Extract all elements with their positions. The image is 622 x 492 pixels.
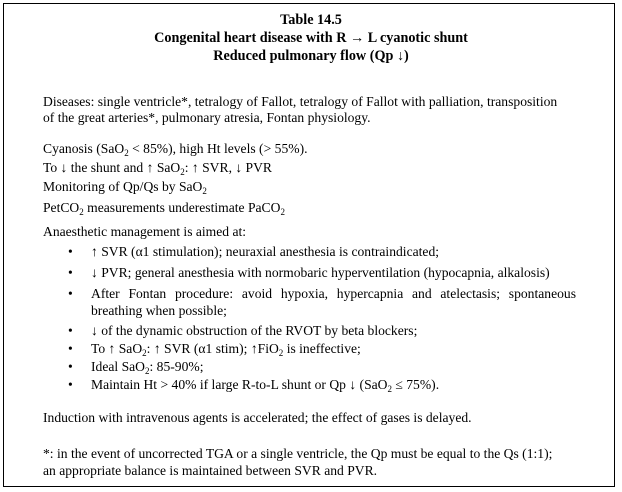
bullet-item-2: ↓ PVR; general anesthesia with normobaric hyperventilation (hypocapnia, alkalosis) (91, 265, 550, 280)
bullet-icon: • (68, 323, 73, 338)
bullet-item-1: ↑ SVR (α1 stimulation); neuraxial anesthesia is contraindicated; (91, 244, 440, 259)
diseases-line-1: Diseases: single ventricle*, tetralogy of Fallot, tetralogy of Fallot with palliation, transposition (43, 94, 558, 109)
bullet-item-3-line-1: After Fontan procedure: avoid hypoxia, hypercapnia and atelectasis; spontaneous (91, 286, 576, 301)
bullet-item-3-line-2: breathing when possible; (91, 303, 227, 318)
bullet-item-6: Ideal SaO$_2$: 85-90%; (91, 359, 204, 376)
diseases-line-2: of the great arteries*, pulmonary atresia, Fontan physiology. (43, 110, 371, 125)
petco2-line: PetCO$_2$ measurements underestimate PaCO$_2$ (43, 200, 285, 217)
footnote-line-2: an appropriate balance is maintained between SVR and PVR. (43, 463, 378, 478)
bullet-icon: • (68, 244, 73, 259)
table-subtitle: Congenital heart disease with R → L cyanotic shunt (154, 30, 468, 46)
bullet-item-5: To ↑ SaO$_2$: ↑ SVR (α1 stim); ↑FiO$_2$ is ineffective; (91, 341, 361, 358)
shunt-goal-line: To ↓ the shunt and ↑ SaO$_2$: ↑ SVR, ↓ PVR (43, 160, 273, 177)
down-arrow-icon: ↓ (396, 48, 405, 64)
bullet-icon: • (68, 377, 73, 392)
management-intro: Anaesthetic management is aimed at: (43, 224, 247, 239)
monitoring-line: Monitoring of Qp/Qs by SaO$_2$ (43, 179, 207, 196)
table-subtitle-2: Reduced pulmonary flow (Qp ↓) (213, 48, 409, 64)
table-title: Table 14.5 (280, 12, 342, 28)
bullet-item-4: ↓ of the dynamic obstruction of the RVOT by beta blockers; (91, 323, 418, 338)
bullet-icon: • (68, 265, 73, 280)
cyanosis-line: Cyanosis (SaO$_2$ < 85%), high Ht levels (> 55%). (43, 141, 308, 158)
footnote-line-1: *: in the event of uncorrected TGA or a single ventricle, the Qp must be equal to the Qs (1:1); (43, 446, 553, 461)
bullet-item-7: Maintain Ht > 40% if large R-to-L shunt or Qp ↓ (SaO$_2$ ≤ 75%). (91, 377, 440, 394)
bullet-icon: • (68, 286, 73, 301)
bullet-icon: • (68, 359, 73, 374)
bullet-icon: • (68, 341, 73, 356)
right-arrow-icon: → (350, 30, 365, 46)
induction-line: Induction with intravenous agents is accelerated; the effect of gases is delayed. (43, 410, 472, 425)
